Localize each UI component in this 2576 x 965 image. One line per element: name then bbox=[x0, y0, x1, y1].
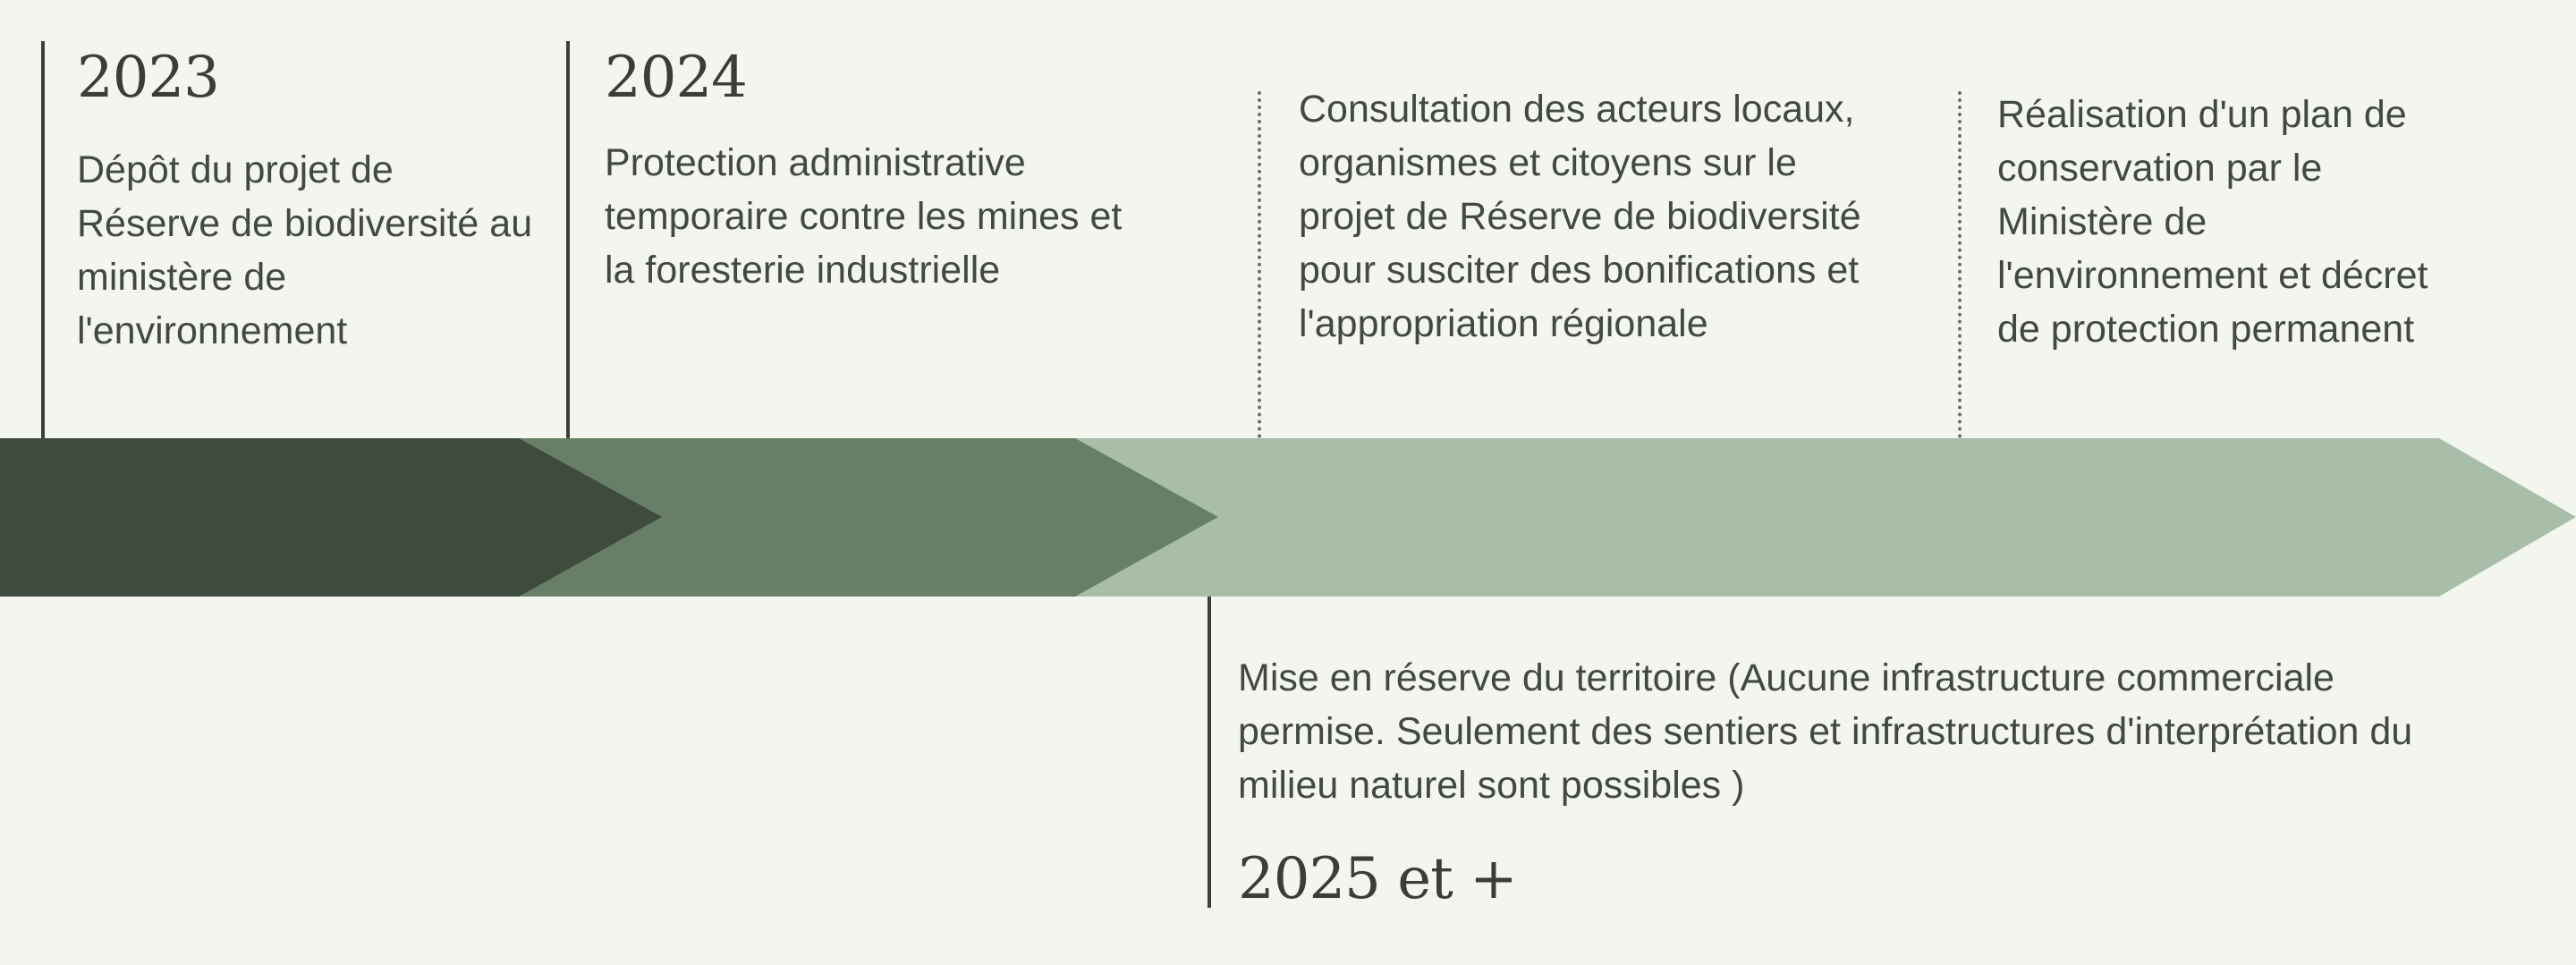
milestone-text-2024: Protection administrative temporaire contre les mines et la foresterie industrielle bbox=[605, 141, 1123, 292]
step-line-conservation-plan bbox=[1958, 91, 1962, 438]
step-text-conservation-plan: Réalisation d'un plan de conservation par le Ministère de l'environnement et décret de protection permanent bbox=[1997, 93, 2428, 351]
milestone-text-2023: Dépôt du projet de Réserve de biodiversité au ministère de l'environnement bbox=[77, 148, 533, 352]
step-text-consultation: Consultation des acteurs locaux, organismes et citoyens sur le projet de Réserve de biodiversité pour susciter des bonifications et l'appropriation régionale bbox=[1299, 88, 1861, 345]
milestone-text-2025: Mise en réserve du territoire (Aucune infrastructure commerciale permise. Seulement des sentiers et infrastructures d'interprétation du milieu naturel sont possibles ) bbox=[1238, 656, 2413, 807]
marker-line-2023 bbox=[41, 41, 45, 438]
arrow-segment-2025 bbox=[1073, 438, 2576, 597]
year-label-2023: 2023 bbox=[77, 45, 219, 111]
step-line-consultation bbox=[1258, 91, 1261, 438]
year-label-2025: 2025 et + bbox=[1238, 846, 1517, 912]
year-label-2024: 2024 bbox=[605, 45, 747, 111]
marker-line-2024 bbox=[566, 41, 570, 438]
marker-line-2025 bbox=[1208, 597, 1211, 908]
